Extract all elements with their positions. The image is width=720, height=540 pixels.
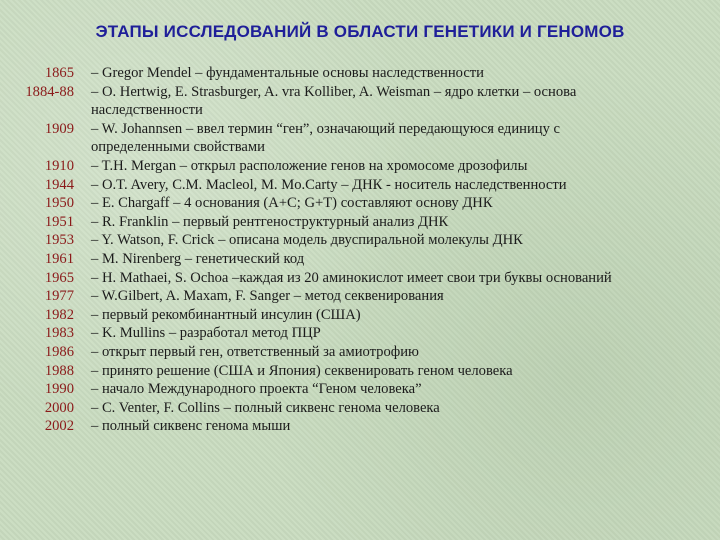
entry-text: – полный сиквенс генома мыши [91,418,291,435]
timeline-entry [14,176,714,195]
entry-year: 1961 [44,250,74,267]
entry-text: – принято решение (США и Япония) секвенировать геном человека [91,362,513,379]
entry-text: – H. Mathaei, S. Ochoa –каждая из 20 аминокислот имеет свои три буквы оснований [91,269,612,286]
timeline-entry [14,250,714,269]
entry-text: – Y. Watson, F. Crick – описана модель двуспиральной молекулы ДНК [91,232,523,249]
entry-year: 1965 [44,269,74,286]
entry-text: – K. Mullins – разработал метод ПЦР [91,325,321,342]
timeline-entry [14,194,714,213]
entry-text: – первый рекомбинантный инсулин (США) [91,306,361,323]
entry-year: 1983 [44,325,74,342]
timeline-entry [14,64,714,83]
entry-text: – R. Franklin – первый рентгеноструктурный анализ ДНК [91,213,449,230]
entry-year: 1988 [44,362,74,379]
entry-text: – W.Gilbert, A. Maxam, F. Sanger – метод секвенирования [91,288,444,305]
entry-year: 1951 [44,213,74,230]
timeline-entry [14,231,714,250]
entry-text: – открыт первый ген, ответственный за амиотрофию [91,343,419,360]
timeline-entry [14,380,714,399]
entry-year: 1910 [44,157,74,174]
entry-text: – O. Hertwig, E. Strasburger, A. vra Kolliber, A. Weisman – ядро клетки – основа наследственности [91,83,577,119]
entry-text: – W. Johannsen – ввел термин “ген”, означающий передающуюся единицу с определенными свойствами [91,120,560,156]
entry-year: 2002 [44,418,74,435]
entry-year: 1982 [44,306,74,323]
entry-text: – начало Международного проекта “Геном человека” [91,381,422,398]
timeline-entry [14,399,714,418]
entry-year: 1944 [44,176,74,193]
timeline-entry [14,324,714,343]
timeline-entry [14,120,714,157]
entry-text: – Gregor Mendel – фундаментальные основы наследственности [91,65,484,81]
slide-title: ЭТАПЫ ИССЛЕДОВАНИЙ В ОБЛАСТИ ГЕНЕТИКИ И ГЕНОМОВ [95,22,625,41]
entry-year: 1953 [44,232,74,249]
entry-text: – T.H. Mergan – открыл расположение генов на хромосоме дрозофилы [91,157,528,174]
timeline-entry [14,213,714,232]
timeline-entry [14,343,714,362]
entry-year: 1909 [44,120,74,137]
timeline-entry [14,83,714,120]
entry-year: 1990 [44,381,74,398]
timeline-entry [14,269,714,288]
entry-text: – C. Venter, F. Collins – полный сиквенс генома человека [91,399,440,416]
entry-year: 1865 [44,65,74,81]
entry-year: 1986 [44,343,74,360]
entry-text: – O.T. Avery, C.M. Macleol, M. Mo.Carty – ДНК - носитель наследственности [91,176,567,193]
entry-year: 1977 [44,288,74,305]
entry-year: 2000 [44,399,74,416]
entry-text: – E. Chargaff – 4 основания (A+C; G+T) составляют основу ДНК [91,195,493,212]
timeline-entry [14,287,714,306]
entry-year: 1884-88 [25,83,74,100]
timeline-list [14,64,714,436]
timeline-entry [14,306,714,325]
entry-year: 1950 [44,195,74,212]
timeline-entry [14,362,714,381]
timeline-entry [14,417,714,436]
timeline-entry [14,157,714,176]
entry-text: – M. Nirenberg – генетический код [91,250,305,267]
